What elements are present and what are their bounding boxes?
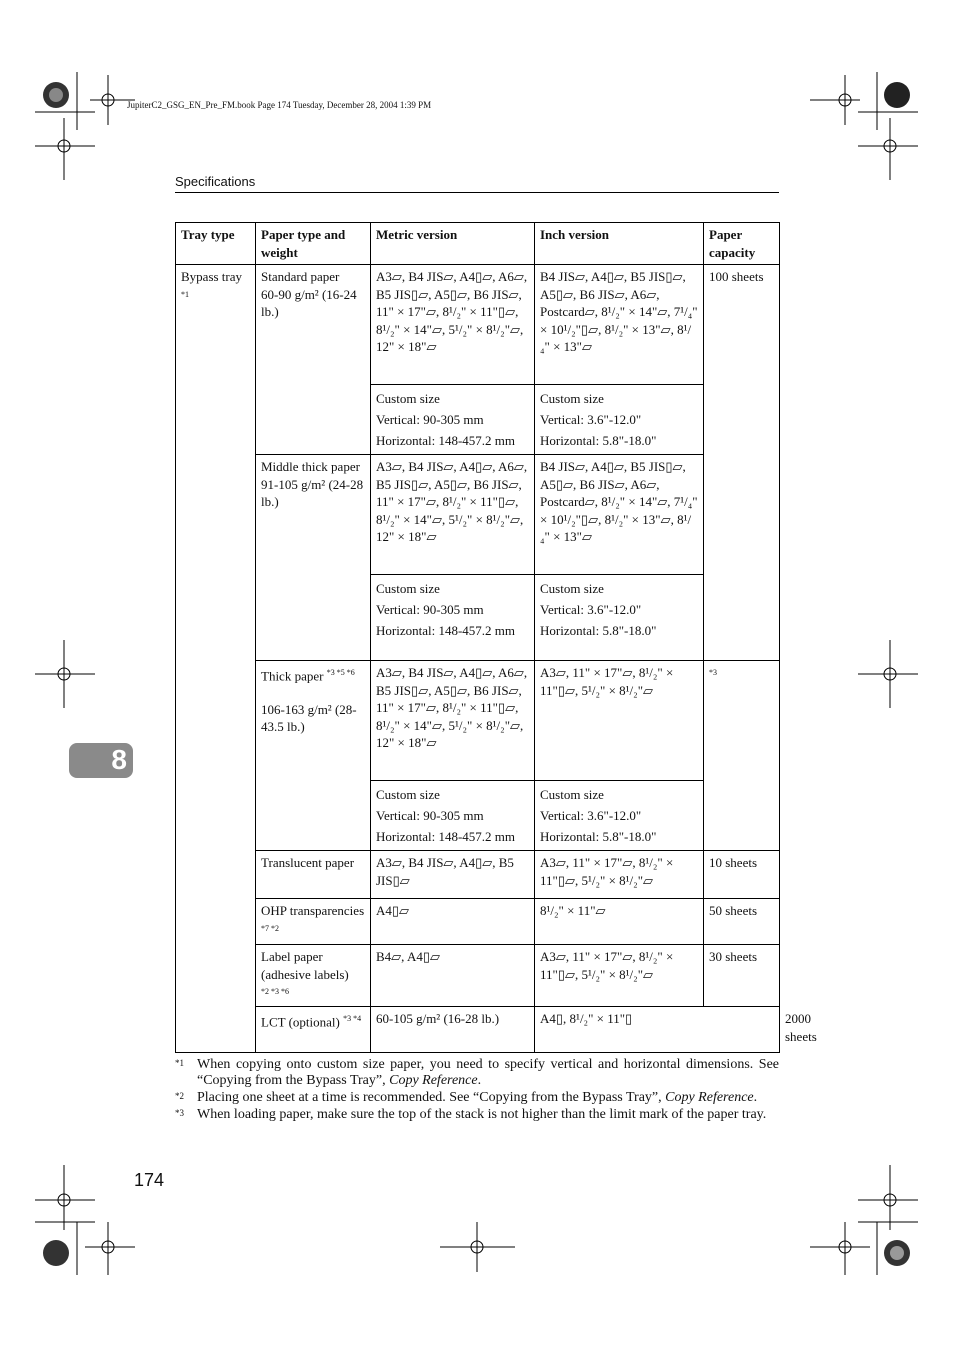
footnote-3: [175, 1107, 779, 1123]
table-row: [176, 851, 780, 899]
footnote-ref: *3: [709, 668, 717, 677]
vertical-range: Vertical: 3.6"-12.0": [540, 808, 642, 823]
footnote-end: .: [753, 1090, 758, 1105]
horizontal-range: Horizontal: 148-457.2 mm: [376, 829, 516, 844]
chapter-tab: [69, 743, 133, 778]
vertical-range: Vertical: 90-305 mm: [376, 808, 484, 823]
translucent-capacity: 10 sheets: [704, 851, 780, 899]
horizontal-range: Horizontal: 5.8"-18.0": [540, 829, 657, 844]
custom-size-label: Custom size: [540, 391, 604, 406]
vertical-range: Vertical: 3.6"-12.0": [540, 602, 642, 617]
footnote-ref: *2 *3 *6: [261, 987, 289, 996]
table-row: [176, 899, 780, 945]
lct-sizes: A4▯, 8¹/₂" × 11"▯: [535, 1007, 780, 1053]
table-row: [176, 661, 780, 781]
footnote-ref: *3 *4: [343, 1014, 362, 1023]
standard-metric: A3▱, B4 JIS▱, A4▯▱, A6▱, B5 JIS▯▱, A5▯▱, B6 JIS▱, 11" × 17"▱, 8¹/₂" × 11"▯▱, 8¹/₂" × 14"▱, 5¹/₂" × 8¹/₂"▱, 12" × 18"▱: [371, 265, 535, 385]
footnote-ref-title: Copy Reference: [389, 1073, 478, 1088]
table-row: [176, 945, 780, 1007]
page-number: 174: [134, 1170, 165, 1190]
middle-inch: B4 JIS▱, A4▯▱, B5 JIS▯▱, A5▯▱, B6 JIS▱, A6▱, Postcard▱, 8¹/₂" × 14"▱, 7¹/₄" × 10¹/₂"▯▱, 8¹/₂" × 13"▱, 8¹/₄" × 13"▱: [535, 455, 704, 575]
ohp-metric: A4▯▱: [371, 899, 535, 945]
footnote-end: .: [477, 1073, 482, 1088]
custom-size-label: Custom size: [376, 787, 440, 802]
ohp-cell: [256, 899, 371, 945]
header-rule: [175, 192, 779, 193]
lct-type: LCT (optional): [261, 1014, 340, 1030]
vertical-range: Vertical: 3.6"-12.0": [540, 412, 642, 427]
standard-paper-weight: 60-90 g/m² (16-24 lb.): [261, 286, 357, 319]
footnote-text: Placing one sheet at a time is recommended. See “Copying from the Bypass Tray”,: [197, 1090, 662, 1105]
footnote-mark: *1: [175, 1058, 184, 1068]
vertical-range: Vertical: 90-305 mm: [376, 412, 484, 427]
lct-weight: 60-105 g/m² (16-28 lb.): [371, 1007, 535, 1053]
specifications-table: [175, 222, 817, 1053]
footnotes: [175, 1057, 779, 1124]
footnote-ref: *1: [181, 289, 189, 299]
horizontal-range: Horizontal: 148-457.2 mm: [376, 623, 516, 638]
translucent-type: Translucent paper: [256, 851, 371, 899]
label-cell: [256, 945, 371, 1007]
ohp-type: OHP transparencies: [261, 903, 365, 918]
footnote-1: [175, 1057, 779, 1089]
footnote-ref-title: Copy Reference: [665, 1090, 754, 1105]
header-inch: Inch version: [535, 223, 704, 265]
chapter-number: 8: [111, 744, 127, 775]
thick-paper-cell: [256, 661, 371, 851]
horizontal-range: Horizontal: 5.8"-18.0": [540, 433, 657, 448]
custom-metric-3: [371, 781, 535, 851]
file-info: JupiterC2_GSG_EN_Pre_FM.book Page 174 Tuesday, December 28, 2004 1:39 PM: [127, 100, 432, 110]
header-capacity: Paper capacity: [704, 223, 780, 265]
footnote-text: When loading paper, make sure the top of the stack is not higher than the limit mark of the paper tray.: [197, 1107, 767, 1122]
standard-paper-cell: [256, 265, 371, 455]
footnote-text: When copying onto custom size paper, you need to specify vertical and horizontal dimensions. See “Copying from the Bypass Tray”,: [197, 1057, 779, 1088]
lct-cell: [256, 1007, 371, 1053]
footnote-2: [175, 1090, 779, 1106]
thick-paper-type: Thick paper: [261, 668, 324, 684]
header-metric: Metric version: [371, 223, 535, 265]
footnote-mark: *2: [175, 1091, 184, 1101]
translucent-inch: A3▱, 11" × 17"▱, 8¹/₂" × 11"▯▱, 5¹/₂" × 8¹/₂"▱: [535, 851, 704, 899]
label-metric: B4▱, A4▯▱: [371, 945, 535, 1007]
horizontal-range: Horizontal: 5.8"-18.0": [540, 623, 657, 638]
middle-metric: A3▱, B4 JIS▱, A4▯▱, A6▱, B5 JIS▯▱, A5▯▱, B6 JIS▱, 11" × 17"▱, 8¹/₂" × 11"▯▱, 8¹/₂" × 14"▱, 5¹/₂" × 8¹/₂"▱, 12" × 18"▱: [371, 455, 535, 575]
custom-inch-3: [535, 781, 704, 851]
thick-metric: A3▱, B4 JIS▱, A4▯▱, A6▱, B5 JIS▯▱, A5▯▱, B6 JIS▱, 11" × 17"▱, 8¹/₂" × 11"▯▱, 8¹/₂" × 14"▱, 5¹/₂" × 8¹/₂"▱, 12" × 18"▱: [371, 661, 535, 781]
vertical-range: Vertical: 90-305 mm: [376, 602, 484, 617]
custom-metric-2: [371, 575, 535, 661]
custom-size-label: Custom size: [376, 391, 440, 406]
footnote-mark: *3: [175, 1108, 184, 1118]
footnote-ref: *7 *2: [261, 923, 279, 933]
bypass-tray-cell: [176, 265, 256, 1053]
header-tray-type: Tray type: [176, 223, 256, 265]
ohp-capacity: 50 sheets: [704, 899, 780, 945]
standard-paper-type: Standard paper: [261, 269, 340, 284]
header-paper-type: Paper type and weight: [256, 223, 371, 265]
translucent-metric: A3▱, B4 JIS▱, A4▯▱, B5 JIS▯▱: [371, 851, 535, 899]
custom-inch-1: [535, 385, 704, 455]
label-capacity: 30 sheets: [704, 945, 780, 1007]
label-type: Label paper (adhesive labels): [261, 949, 349, 982]
custom-size-label: Custom size: [540, 581, 604, 596]
horizontal-range: Horizontal: 148-457.2 mm: [376, 433, 516, 448]
thick-inch: A3▱, 11" × 17"▱, 8¹/₂" × 11"▯▱, 5¹/₂" × 8¹/₂"▱: [535, 661, 704, 781]
label-inch: A3▱, 11" × 17"▱, 8¹/₂" × 11"▯▱, 5¹/₂" × 8¹/₂"▱: [535, 945, 704, 1007]
thick-capacity: [704, 661, 780, 851]
custom-metric-1: [371, 385, 535, 455]
table-row: [176, 455, 780, 575]
footnote-ref: *3 *5 *6: [326, 668, 355, 677]
standard-capacity: 100 sheets: [704, 265, 780, 661]
table-row: [176, 265, 780, 385]
middle-thick-cell: Middle thick paper 91-105 g/m² (24-28 lb.): [256, 455, 371, 661]
standard-inch: B4 JIS▱, A4▯▱, B5 JIS▯▱, A5▯▱, B6 JIS▱, A6▱, Postcard▱, 8¹/₂" × 14"▱, 7¹/₄" × 10¹/₂"▯▱, 8¹/₂" × 13"▱, 8¹/₄" × 13"▱: [535, 265, 704, 385]
custom-size-label: Custom size: [540, 787, 604, 802]
table-header-row: [176, 223, 780, 265]
thick-paper-weight: 106-163 g/m² (28-43.5 lb.): [261, 701, 357, 735]
bypass-tray-label: Bypass tray: [181, 269, 243, 284]
table-row: LCT (optional) $^{*3 *4}$ 60-105 g/m² (16-28 lb.) A4▯, 8¹/₂" × 11"▯ 2000 sheets: [176, 1007, 780, 1053]
custom-inch-2: [535, 575, 704, 661]
custom-size-label: Custom size: [376, 581, 440, 596]
ohp-inch: 8¹/₂" × 11"▱: [535, 899, 704, 945]
running-header: Specifications: [175, 174, 256, 189]
